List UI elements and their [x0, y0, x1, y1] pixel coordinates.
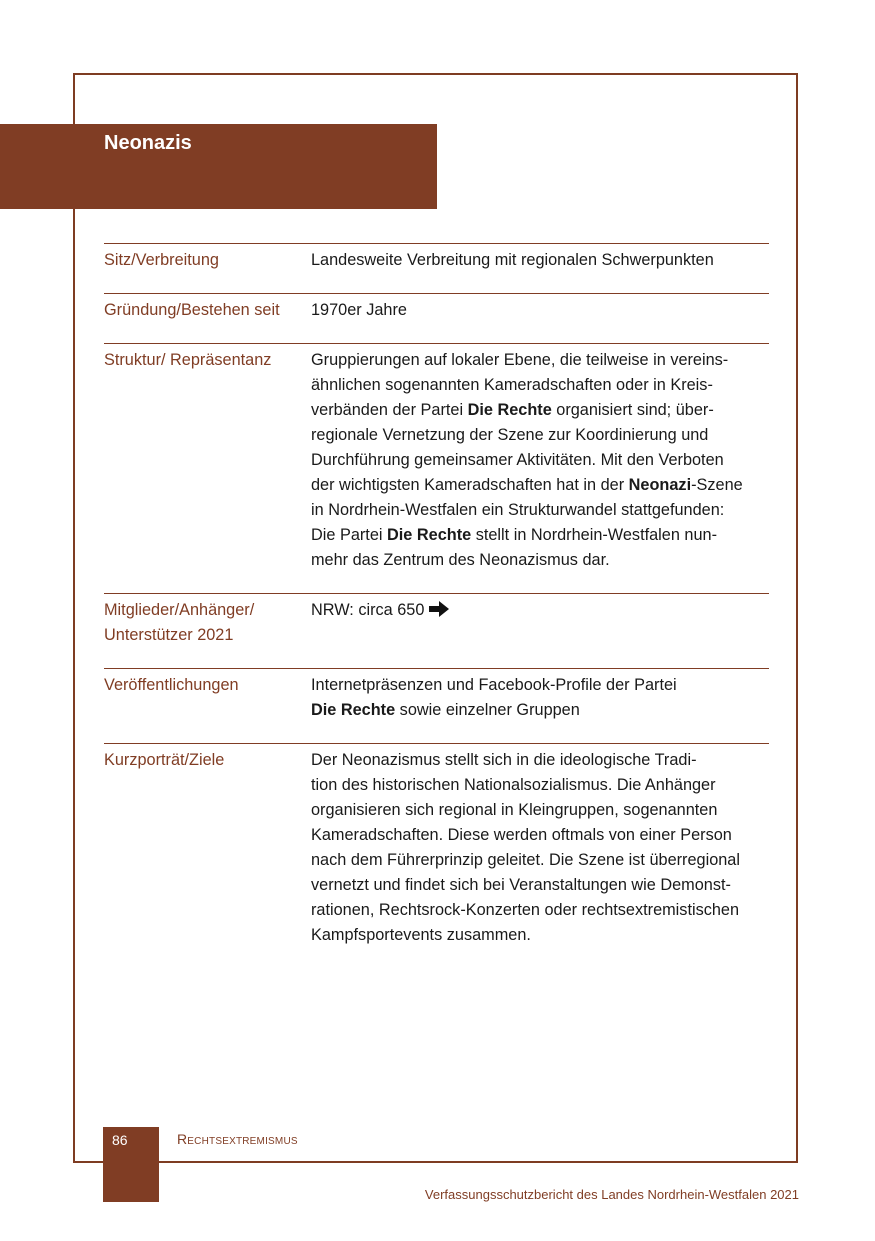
text-segment: -Szene in Nordrhein-Westfalen ein Strukturwandel stattgefunden: Die Partei	[311, 476, 743, 544]
bold-text: Die Rechte	[311, 701, 396, 719]
row-value	[311, 298, 773, 343]
info-table	[104, 243, 769, 953]
row-value	[311, 348, 773, 593]
row-value	[311, 598, 773, 668]
row-label: Struktur/ Repräsentanz	[104, 351, 272, 369]
bold-text: Die Rechte	[467, 401, 552, 419]
table-row	[104, 343, 769, 593]
row-value	[311, 248, 773, 293]
text-segment: Gruppierungen auf lokaler Ebene, die teilweise in vereins- ähnlichen sogenannten Kameradschaften oder in Kreis- verbänden der Partei	[311, 351, 729, 419]
running-section-name: Rechtsextremismus	[177, 1131, 298, 1147]
table-row	[104, 593, 769, 668]
text-segment: NRW: circa 650	[311, 601, 425, 619]
text-segment: sowie einzelner Gruppen	[395, 701, 580, 719]
row-label: Mitglieder/Anhänger/ Unterstützer 2021	[104, 601, 255, 644]
table-row	[104, 743, 769, 953]
text-segment: organisiert sind; über- regionale Vernetzung der Szene zur Koordinierung und Durchführung gemeinsamer Aktivitäten. Mit den Verboten der wichtigsten Kameradschaften hat in der	[311, 401, 724, 494]
row-label: Gründung/Bestehen seit	[104, 301, 280, 319]
section-title-band	[0, 124, 437, 209]
row-label: Sitz/Verbreitung	[104, 251, 219, 269]
table-row	[104, 243, 769, 293]
bold-text: Die Rechte	[387, 526, 472, 544]
table-row	[104, 293, 769, 343]
bold-text: Neonazi	[628, 476, 692, 494]
text-segment: Landesweite Verbreitung mit regionalen Schwerpunkten	[311, 251, 714, 269]
right-arrow-icon	[428, 601, 450, 617]
section-title: Neonazis	[104, 132, 192, 154]
row-label: Veröffentlichungen	[104, 676, 239, 694]
row-value	[311, 673, 773, 743]
row-value	[311, 748, 773, 953]
text-segment: Internetpräsenzen und Facebook-Profile der Partei	[311, 676, 677, 694]
text-segment: 1970er Jahre	[311, 301, 407, 319]
text-segment: Der Neonazismus stellt sich in die ideologische Tradi- tion des historischen Nationalsozialismus. Die Anhänger organisieren sich regional in Kleingruppen, sogenannten Kameradschaften. Diese werden oftmals von einer Person nach dem Führerprinzip geleitet. Die Szene ist überregional vernetzt und findet sich bei Veranstaltungen wie Demonst- rationen, Rechtsrock-Konzerten oder rechtsextremistischen Kampfsportevents zusammen.	[311, 751, 740, 944]
publication-title: Verfassungsschutzbericht des Landes Nordrhein-Westfalen 2021	[424, 1187, 799, 1202]
row-label: Kurzporträt/Ziele	[104, 751, 225, 769]
page-number: 86	[112, 1132, 128, 1148]
text-segment: stellt in Nordrhein-Westfalen nun- mehr das Zentrum des Neonazismus dar.	[311, 526, 718, 569]
table-row	[104, 668, 769, 743]
